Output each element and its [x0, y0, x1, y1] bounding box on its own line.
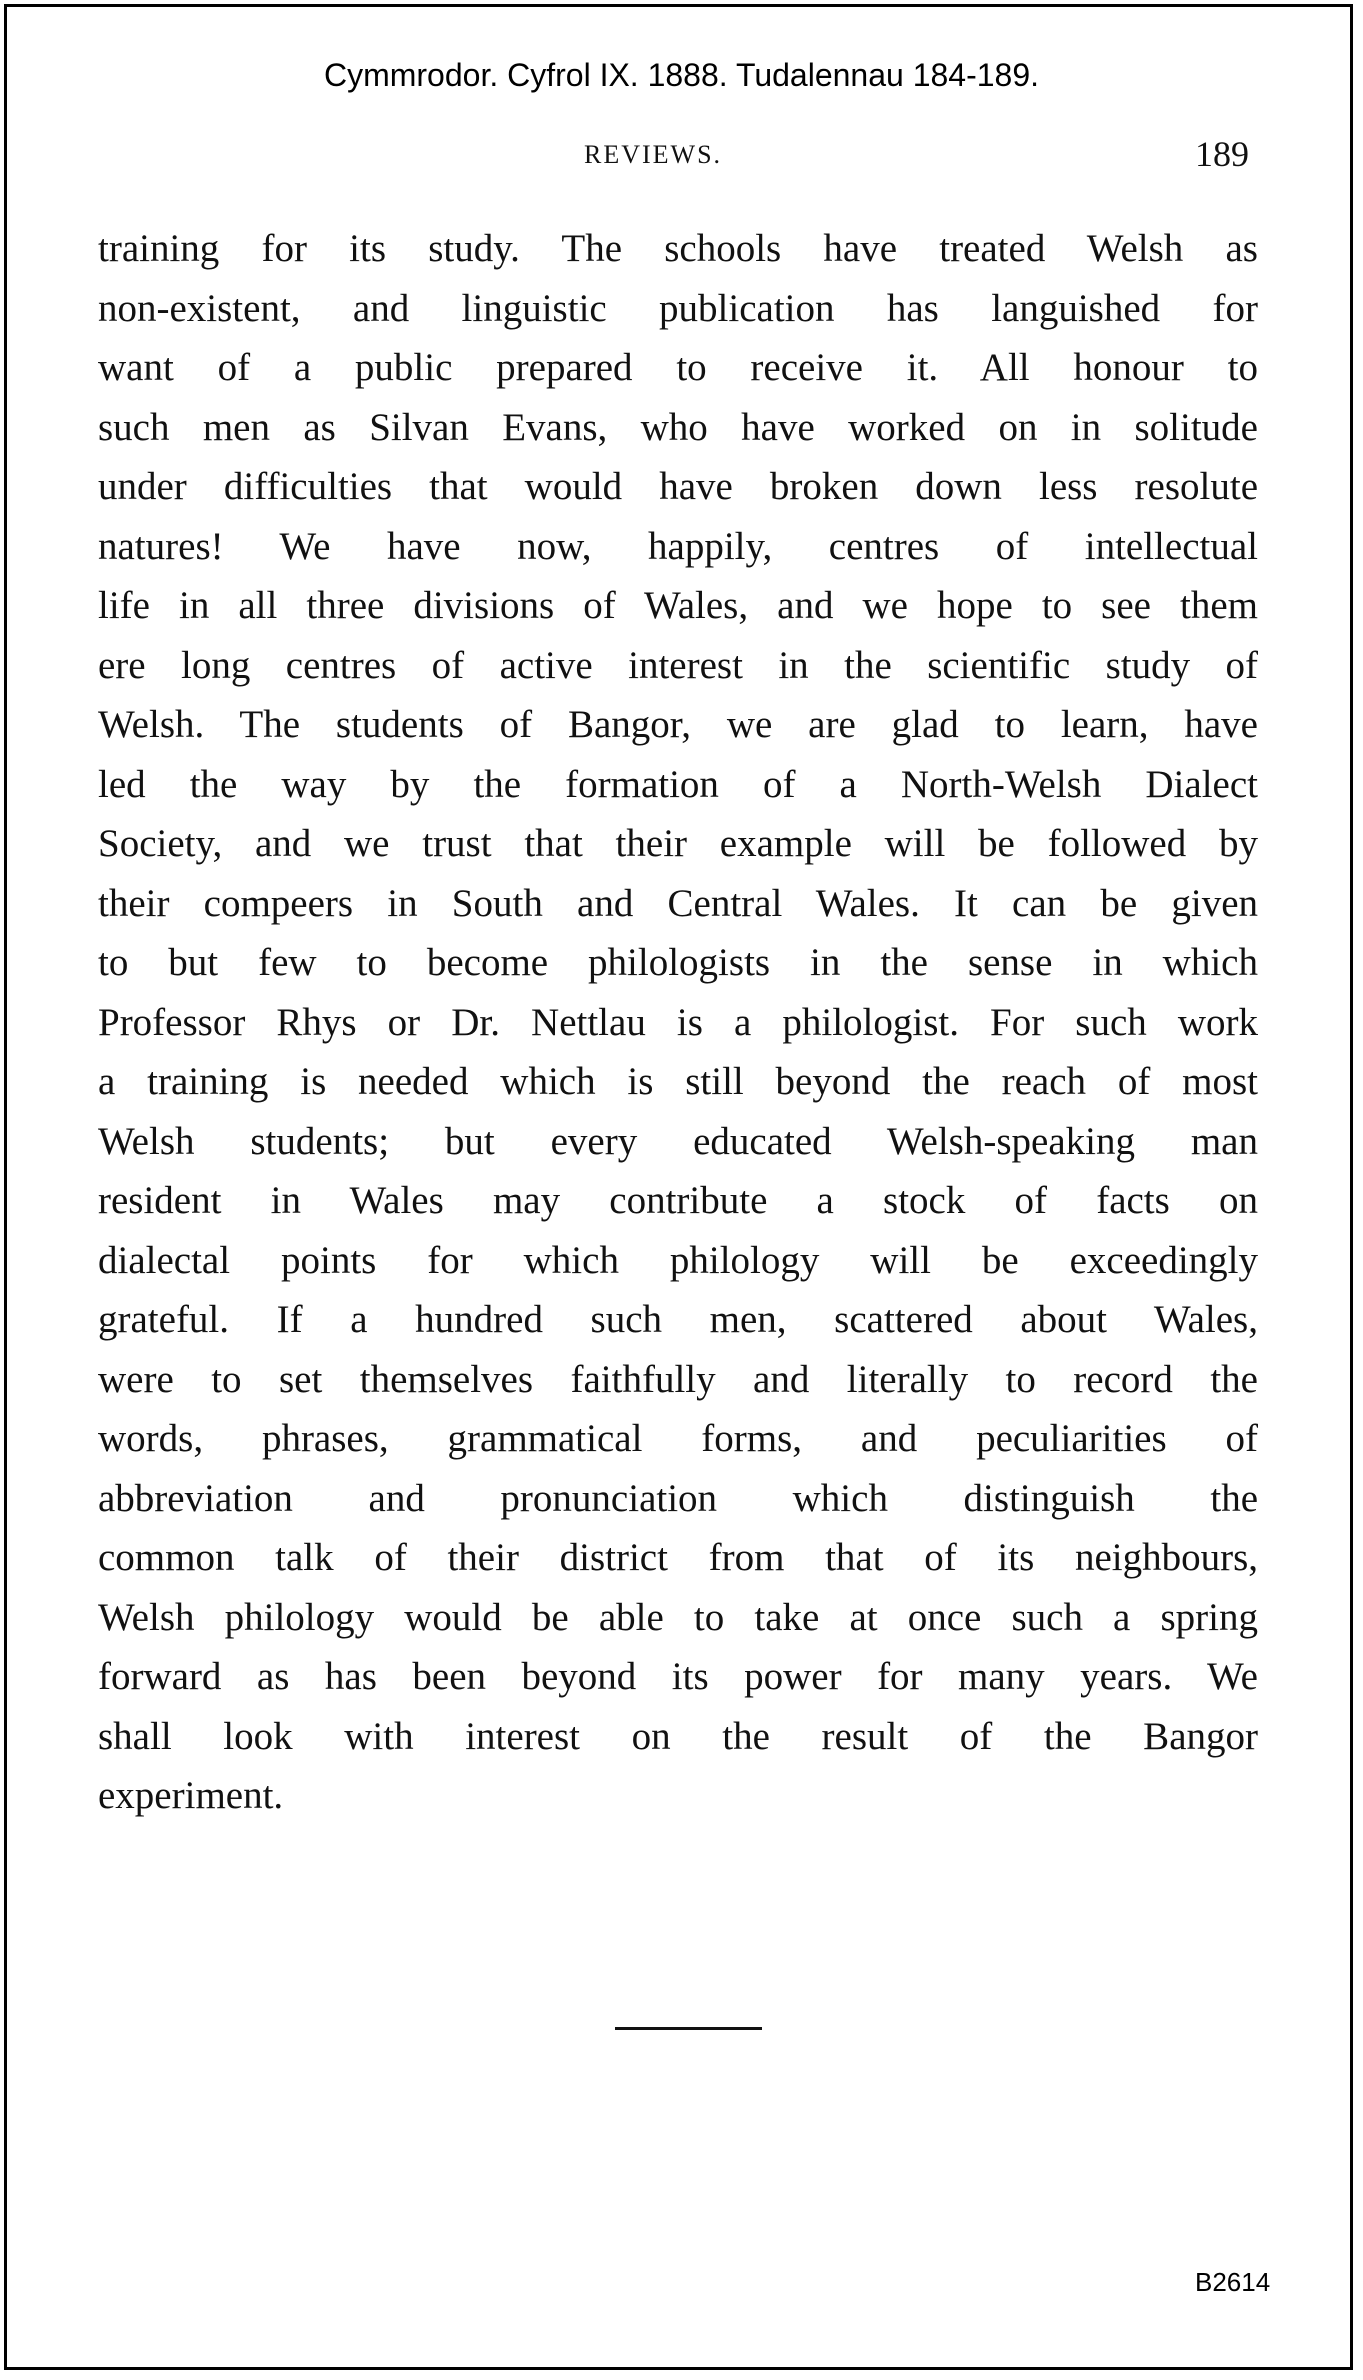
text-line: shall look with interest on the result of the Bangor: [98, 1714, 1258, 1758]
text-line: were to set themselves faithfully and literally to record the: [98, 1357, 1258, 1401]
section-end-rule: [615, 2027, 762, 2030]
text-line-final: experiment.: [98, 1774, 284, 1817]
text-line: words, phrases, grammatical forms, and peculiarities of: [98, 1417, 1258, 1460]
text-line: to but few to become philologists in the sense in which: [98, 941, 1258, 984]
text-line: led the way by the formation of a North-Welsh Dialect: [98, 762, 1258, 806]
reference-code: B2614: [1195, 2267, 1271, 2297]
running-head: REVIEWS.: [584, 140, 723, 169]
citation-header: Cymmrodor. Cyfrol IX. 1888. Tudalennau 184-189.: [323, 57, 1040, 93]
text-line: natures! We have now, happily, centres of intellectual: [98, 524, 1258, 568]
text-line: want of a public prepared to receive it. All honour to: [98, 346, 1258, 389]
text-line: abbreviation and pronunciation which distinguish the: [98, 1476, 1258, 1520]
text-line: Society, and we trust that their example will be followed by: [98, 822, 1258, 865]
text-line: common talk of their district from that of its neighbours,: [98, 1536, 1258, 1579]
text-line: non-existent, and linguistic publication has languished for: [98, 286, 1258, 330]
text-line: Welsh philology would be able to take at once such a spring: [98, 1595, 1258, 1639]
text-line: their compeers in South and Central Wales. It can be given: [98, 881, 1258, 925]
text-line: dialectal points for which philology will be exceedingly: [98, 1238, 1258, 1282]
text-line: training for its study. The schools have treated Welsh as: [98, 227, 1258, 270]
text-line: resident in Wales may contribute a stock of facts on: [98, 1179, 1258, 1222]
body-text: [98, 219, 1258, 1826]
page-number: 189: [1195, 134, 1249, 174]
text-line: under difficulties that would have broken down less resolute: [98, 465, 1258, 508]
page-frame: [4, 4, 1353, 2370]
text-line: Welsh students; but every educated Welsh-speaking man: [98, 1119, 1258, 1163]
text-line: ere long centres of active interest in the scientific study of: [98, 643, 1258, 687]
text-line: grateful. If a hundred such men, scattered about Wales,: [98, 1298, 1258, 1341]
text-line: forward as has been beyond its power for many years. We: [98, 1655, 1258, 1698]
text-line: such men as Silvan Evans, who have worked on in solitude: [98, 405, 1258, 449]
text-line: life in all three divisions of Wales, and we hope to see them: [98, 584, 1258, 627]
text-line: Welsh. The students of Bangor, we are glad to learn, have: [98, 703, 1258, 746]
text-line: Professor Rhys or Dr. Nettlau is a philologist. For such work: [98, 1000, 1258, 1044]
text-line: a training is needed which is still beyond the reach of most: [98, 1060, 1258, 1103]
